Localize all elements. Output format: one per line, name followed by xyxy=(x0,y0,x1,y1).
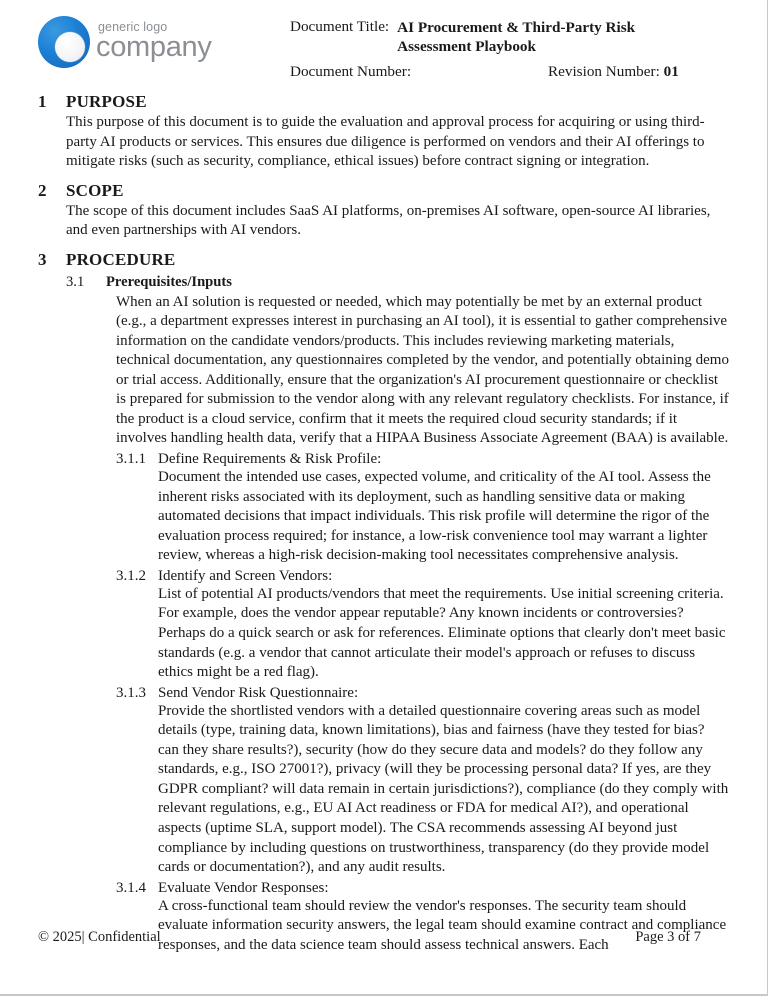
footer-page-number: Page 3 of 7 xyxy=(635,929,701,945)
subsection-number: 3.1 xyxy=(66,273,85,290)
logo-wordmark xyxy=(96,21,212,62)
step-heading-3-1-3 xyxy=(116,685,729,702)
document-number-row xyxy=(290,63,729,81)
logo-inner-circle xyxy=(55,32,85,62)
section-heading-purpose xyxy=(38,92,729,112)
step-title: Define Requirements & Risk Profile: xyxy=(158,451,382,467)
step-title: Evaluate Vendor Responses: xyxy=(158,879,329,896)
step-number: 3.1.1 xyxy=(116,451,146,467)
document-number-label: Document Number: xyxy=(290,63,412,80)
step-title: Identify and Screen Vendors: xyxy=(158,567,333,584)
document-footer xyxy=(38,929,729,946)
step-heading-3-1-1 xyxy=(116,451,729,468)
step-number: 3.1.2 xyxy=(116,567,146,584)
section-heading-scope xyxy=(38,181,729,201)
step-number: 3.1.3 xyxy=(116,684,146,701)
document-title-row xyxy=(290,18,729,56)
section-heading-procedure xyxy=(38,250,729,270)
section-title: PURPOSE xyxy=(66,92,147,111)
step-body-3-1-3: Provide the shortlisted vendors with a detailed questionnaire covering areas such as model details (type, training data, known limitations), bias and fairness (have they tested for bias? can they share results?), security (how do they secure data and models? do they follow any standards, e.g., ISO 27001?), privacy (will they be processing personal data? If yes, are they GDPR compliant? will data remain in certain jurisdictions?), compliance (do they comply with relevant regulations, e.g., EU AI Act readiness or FDA for medical AI?), and operational aspects (uptime SLA, support model). The CSA recommends assessing AI beyond just compliance by including questions on trustworthiness, transparency (do they provide model cards or documentation?), and any audit results. xyxy=(158,702,729,876)
step-heading-3-1-2 xyxy=(116,568,729,585)
step-number: 3.1.4 xyxy=(116,879,146,896)
section-number: 1 xyxy=(38,92,47,111)
step-body-3-1-2: List of potential AI products/vendors that meet the requirements. Use initial screening criteria. For example, does the vendor appear reputable? Any known incidents or controversies? Perhaps do a quick search or ask for references. Eliminate options that clearly don't meet basic standards (e.g. a vendor that cannot articulate their model's approach or refuses to discuss ethics might be a red flag). xyxy=(158,585,726,681)
revision-number-label: Revision Number: xyxy=(548,63,660,80)
logo-company-name: company xyxy=(96,30,212,63)
revision-number-group xyxy=(548,63,679,81)
document-meta-fields xyxy=(290,10,729,83)
footer-copyright: © 2025| Confidential xyxy=(38,929,161,945)
company-logo xyxy=(38,10,290,68)
document-title-value: AI Procurement & Third-Party Risk Assessment Playbook xyxy=(397,19,636,55)
step-body-3-1-1: Document the intended use cases, expected volume, and criticality of the AI tool. Assess the inherent risks associated with its deployment, such as handling sensitive data or making automated decisions that impact individuals. This risk profile will determine the rigor of the evaluation process required; for instance, a low-risk convenience tool may warrant a lighter review, whereas a high-risk decision-making tool necessitates comprehensive analysis. xyxy=(158,469,711,564)
revision-number-value: 01 xyxy=(663,63,679,80)
section-number: 2 xyxy=(38,180,47,200)
subsection-heading-prerequisites xyxy=(66,274,729,291)
section-number: 3 xyxy=(38,249,47,269)
section-title: PROCEDURE xyxy=(66,249,176,269)
section-body-purpose: This purpose of this document is to guide the evaluation and approval process for acquiring or using third-party AI products or services. This ensures due diligence is performed on vendors and their AI offerings to mitigate risks (such as security, compliance, ethical issues) before contract signing or integration. xyxy=(66,114,705,169)
step-title: Send Vendor Risk Questionnaire: xyxy=(158,684,359,701)
step-heading-3-1-4 xyxy=(116,880,729,897)
section-body-scope: The scope of this document includes SaaS AI platforms, on-premises AI software, open-source AI libraries, and even partnerships with AI vendors. xyxy=(66,202,711,238)
subsection-title: Prerequisites/Inputs xyxy=(106,273,232,290)
document-body xyxy=(0,92,767,955)
circle-logo-icon xyxy=(38,16,90,68)
subsection-body-prerequisites: When an AI solution is requested or needed, which may potentially be met by an external product (e.g., a department expresses interest in purchasing an AI tool), it is essential to gather comprehensive information on the candidate vendors/products. This includes reviewing marketing materials, technical documentation, any questionnaires completed by the vendor, and potentially obtaining demo or trial access. Additionally, ensure that the organization's AI procurement questionnaire or checklist is prepared for submission to the vendor along with any relevant regulatory checklists. For instance, if the product is a cloud service, confirm that it meets the required cloud security standards; if it involves handling health data, verify that a HIPAA Business Associate Agreement (BAA) is available. xyxy=(116,293,729,447)
step-body-3-1-4: A cross-functional team should review the vendor's responses. The security team should evaluate information security answers, the legal team should examine contract and compliance responses, and the data science team should assess technical answers. Each xyxy=(158,897,727,953)
logo-tagline: generic logo xyxy=(98,20,168,35)
document-title-label: Document Title: xyxy=(290,18,390,35)
document-header xyxy=(0,0,767,83)
section-title: SCOPE xyxy=(66,180,124,200)
